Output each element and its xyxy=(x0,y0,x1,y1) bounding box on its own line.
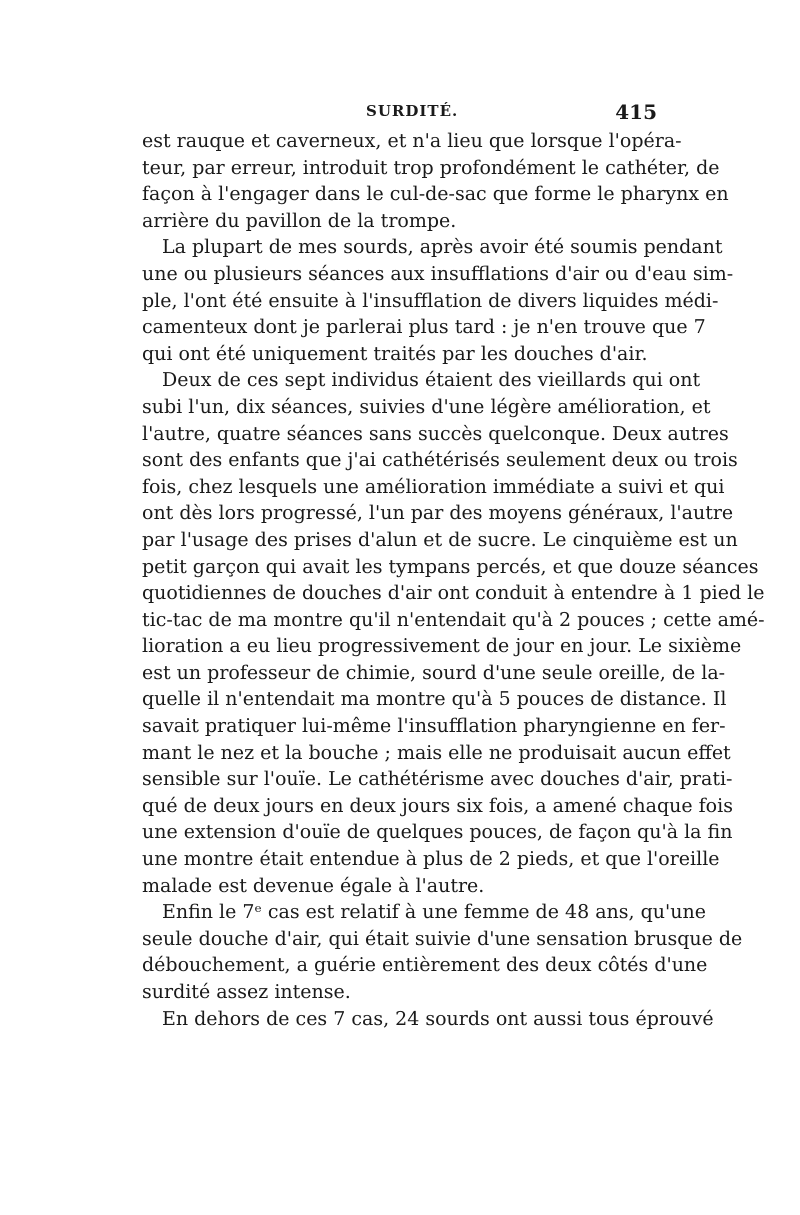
text-line: quelle il n'entendait ma montre qu'à 5 pouces de distance. Il xyxy=(142,688,727,711)
text-line: lioration a eu lieu progressivement de jour en jour. Le sixième xyxy=(142,635,742,658)
text-line: tic-tac de ma montre qu'il n'entendait qu'à 2 pouces ; cette amé- xyxy=(142,608,765,631)
text-line: une montre était entendue à plus de 2 pieds, et que l'oreille xyxy=(142,848,720,871)
page-number: 415 xyxy=(615,100,657,124)
text-line: arrière du pavillon de la trompe. xyxy=(142,209,457,232)
text-line: par l'usage des prises d'alun et de sucre. Le cinquième est un xyxy=(142,528,738,551)
text-line: En dehors de ces 7 cas, 24 sourds ont aussi tous éprouvé xyxy=(162,1007,714,1030)
text-line: une ou plusieurs séances aux insufflations d'air ou d'eau sim- xyxy=(142,262,734,285)
text-line: La plupart de mes sourds, après avoir été soumis pendant xyxy=(162,236,723,259)
text-line: malade est devenue égale à l'autre. xyxy=(142,874,485,897)
text-line: est rauque et caverneux, et n'a lieu que lorsque l'opéra- xyxy=(142,130,682,152)
text-line: camenteux dont je parlerai plus tard : je n'en trouve que 7 xyxy=(142,316,706,339)
text-line: façon à l'engager dans le cul-de-sac que forme le pharynx en xyxy=(142,183,729,206)
text-line: savait pratiquer lui-même l'insufflation pharyngienne en fer- xyxy=(142,715,726,738)
text-line: surdité assez intense. xyxy=(142,981,351,1003)
running-head xyxy=(142,100,657,126)
text-line: fois, chez lesquels une amélioration immédiate a suivi et qui xyxy=(142,475,725,498)
text-line: une extension d'ouïe de quelques pouces, de façon qu'à la fin xyxy=(142,821,733,844)
text-line: subi l'un, dix séances, suivies d'une légère amélioration, et xyxy=(142,395,711,418)
text-line: Enfin le 7ᵉ cas est relatif à une femme de 48 ans, qu'une xyxy=(162,901,706,924)
text-line: mant le nez et la bouche ; mais elle ne produisait aucun effet xyxy=(142,741,731,764)
text-line: Deux de ces sept individus étaient des vieillards qui ont xyxy=(162,369,701,392)
text-line: qui ont été uniquement traités par les douches d'air. xyxy=(142,342,648,365)
text-line: quotidiennes de douches d'air ont conduit à entendre à 1 pied le xyxy=(142,582,765,605)
text-line: sensible sur l'ouïe. Le cathétérisme avec douches d'air, prati- xyxy=(142,768,733,791)
text-line: petit garçon qui avait les tympans percés, et que douze séances xyxy=(142,555,759,578)
running-title: SURDITÉ. xyxy=(366,102,459,120)
text-line: seule douche d'air, qui était suivie d'une sensation brusque de xyxy=(142,927,743,950)
text-line: ple, l'ont été ensuite à l'insufflation de divers liquides médi- xyxy=(142,289,719,312)
text-line: débouchement, a guérie entièrement des deux côtés d'une xyxy=(142,954,708,977)
text-line: est un professeur de chimie, sourd d'une seule oreille, de la- xyxy=(142,661,726,684)
text-line: ont dès lors progressé, l'un par des moyens généraux, l'autre xyxy=(142,502,734,525)
text-line: l'autre, quatre séances sans succès quelconque. Deux autres xyxy=(142,422,729,445)
body-text xyxy=(142,128,765,1032)
text-line: sont des enfants que j'ai cathétérisés seulement deux ou trois xyxy=(142,449,738,472)
text-line: teur, par erreur, introduit trop profondément le cathéter, de xyxy=(142,156,720,179)
text-line: qué de deux jours en deux jours six fois, a amené chaque fois xyxy=(142,794,733,817)
